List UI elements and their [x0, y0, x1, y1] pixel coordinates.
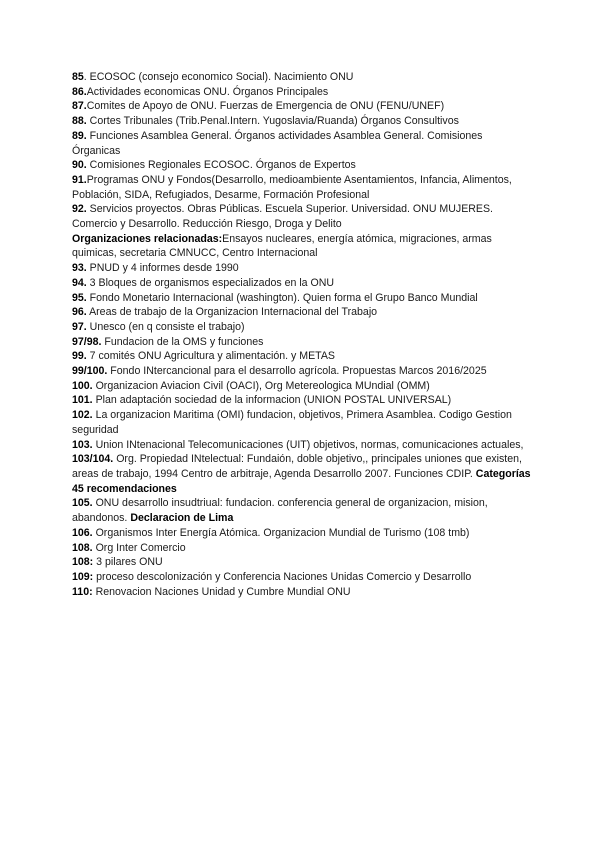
entry-text: Programas ONU y Fondos(Desarrollo, medioambiente Asentamientos, Infancia, Alimentos, Población, SIDA, Refugiados, Desarme, Formación Profesional [72, 173, 512, 201]
entry-number: 90. [72, 159, 87, 172]
entry-number: 99/100. [72, 365, 108, 378]
entry-text: Areas de trabajo de la Organizacion Internacional del Trabajo [86, 306, 378, 319]
entry-text: Funciones Asamblea General. Órganos actividades Asamblea General. Comisiones Órganicas [72, 129, 483, 157]
entry-number: 91. [72, 173, 87, 186]
entry-number: 97/98. [72, 335, 102, 348]
entry-text: Fondo Monetario Internacional (washington). Quien forma el Grupo Banco Mundial [86, 291, 478, 304]
entry-91 [72, 173, 532, 202]
entry-89 [72, 129, 532, 158]
entry-93 [72, 261, 532, 276]
entry-106 [72, 526, 532, 541]
entry-text: Cortes Tribunales (Trib.Penal.Intern. Yugoslavia/Ruanda) Órganos Consultivos [86, 115, 459, 128]
entry-text: Org. Propiedad INtelectual: Fundaión, doble objetivo,, principales uniones que existen, areas de trabajo, 1994 Centro de arbitraje, Agenda Desarrollo 2007. Funciones CDIP. [72, 453, 522, 480]
entry-105 [72, 496, 532, 525]
entry-text: Org Inter Comercio [92, 541, 186, 554]
entry-text: 3 Bloques de organismos especializados en la ONU [86, 276, 335, 289]
entry-94 [72, 276, 532, 291]
entry-text: Union INtenacional Telecomunicaciones (UIT) objetivos, normas, comunicaciones actuales, [92, 438, 524, 451]
entry-number: 96. [72, 306, 87, 319]
entry-text: 7 comités ONU Agricultura y alimentación. y METAS [86, 350, 335, 363]
entry-97-98 [72, 335, 532, 350]
entry-100 [72, 379, 532, 394]
entry-text: ONU desarrollo insudtriual: fundacion. conferencia general de organizacion, mision, abandonos. [72, 497, 488, 525]
entry-text: Plan adaptación sociedad de la informacion (UNION POSTAL UNIVERSAL) [92, 394, 452, 407]
entry-number: 100. [72, 379, 93, 392]
entry-organizaciones-relacionadas [72, 232, 532, 261]
entry-text: . ECOSOC (consejo economico Social). Nacimiento ONU [83, 71, 354, 83]
entry-101 [72, 393, 532, 408]
entry-text: Renovacion Naciones Unidad y Cumbre Mundial ONU [92, 585, 351, 598]
entry-text: Organizacion Aviacion Civil (OACI), Org Metereologica MUndial (OMM) [92, 379, 430, 392]
entry-number: 109: [72, 570, 94, 583]
entry-text: Fondo INtercancional para el desarrollo agrícola. Propuestas Marcos 2016/2025 [107, 365, 487, 378]
entry-text: Organismos Inter Energía Atómica. Organizacion Mundial de Turismo (108 tmb) [92, 526, 470, 539]
entry-number: 93. [72, 262, 87, 275]
entry-number: 94. [72, 276, 87, 289]
entry-103-104 [72, 452, 532, 496]
entry-text: Ensayos nucleares, energía atómica, migraciones, armas quimicas, secretaria CMNUCC, Centro Internacional [72, 232, 492, 260]
entry-85 [72, 70, 532, 85]
entry-number: 89. [72, 129, 87, 142]
entry-text: Comites de Apoyo de ONU. Fuerzas de Emergencia de ONU (FENU/UNEF) [86, 100, 445, 113]
entry-97 [72, 320, 532, 335]
entry-108 [72, 541, 532, 556]
entry-text: proceso descolonización y Conferencia Naciones Unidas Comercio y Desarrollo [93, 570, 472, 583]
entry-number: 85 [72, 71, 84, 83]
entry-number: 103/104. [72, 453, 114, 466]
entry-heading: Organizaciones relacionadas: [72, 232, 223, 245]
entry-109 [72, 570, 532, 585]
entry-text: Unesco (en q consiste el trabajo) [86, 320, 245, 333]
entry-number: 86. [72, 85, 87, 98]
entry-text: Fundacion de la OMS y funciones [101, 335, 264, 348]
entry-108b [72, 555, 532, 570]
entry-number: 106. [72, 526, 93, 539]
entry-number: 105. [72, 497, 93, 510]
entry-110 [72, 585, 532, 600]
entry-number: 99. [72, 350, 87, 363]
entry-102 [72, 408, 532, 437]
entry-text: Actividades economicas ONU. Órganos Principales [86, 85, 329, 98]
document-page [72, 70, 532, 599]
entry-number: 97. [72, 320, 87, 333]
entry-bold-tail: Categorías 45 recomendaciones [72, 467, 531, 495]
entry-88 [72, 114, 532, 129]
entry-number: 108. [72, 541, 93, 554]
entry-number: 87. [72, 100, 87, 113]
entry-86 [72, 85, 532, 100]
entry-number: 110: [72, 585, 93, 598]
entry-96 [72, 305, 532, 320]
entry-text: Comisiones Regionales ECOSOC. Órganos de Expertos [86, 159, 356, 172]
entry-99-100 [72, 364, 532, 379]
entry-95 [72, 291, 532, 306]
entry-number: 102. [72, 409, 93, 422]
entry-number: 103. [72, 438, 93, 451]
entry-bold-tail: Declaracion de Lima [130, 512, 234, 525]
entry-87 [72, 99, 532, 114]
entry-92 [72, 202, 532, 231]
entry-number: 92. [72, 203, 87, 216]
entry-text: Servicios proyectos. Obras Públicas. Escuela Superior. Universidad. ONU MUJERES. Comercio y Desarrollo. Reducción Riesgo, Droga y Delito [72, 203, 493, 231]
entry-number: 88. [72, 115, 87, 128]
entry-text: PNUD y 4 informes desde 1990 [86, 262, 239, 275]
entry-number: 95. [72, 291, 87, 304]
entry-99 [72, 349, 532, 364]
entry-number: 101. [72, 394, 93, 407]
entry-number: 108: [72, 556, 94, 569]
entry-text: 3 pilares ONU [93, 556, 163, 569]
entry-90 [72, 158, 532, 173]
entry-text: La organizacion Maritima (OMI) fundacion, objetivos, Primera Asamblea. Codigo Gestion seguridad [72, 409, 512, 436]
entry-103 [72, 438, 532, 453]
